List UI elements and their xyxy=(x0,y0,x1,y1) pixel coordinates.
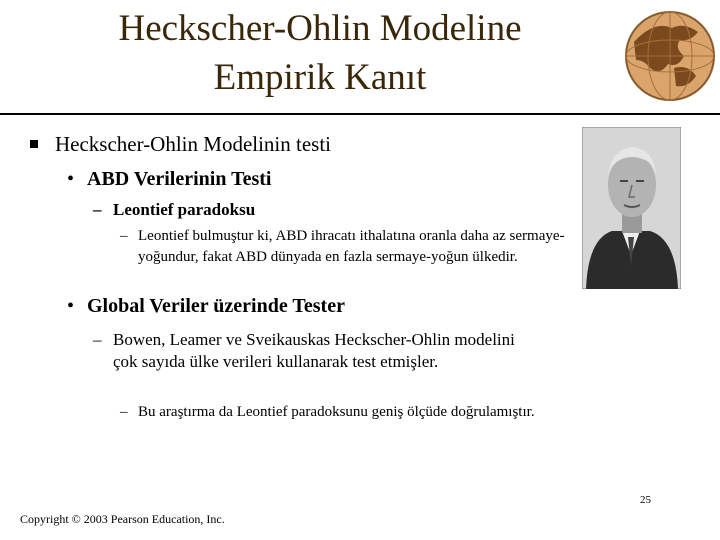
bullet-bowen-text: Bowen, Leamer ve Sveikauskas Heckscher-Ohlin modelini çok sayıda ülke verileri kullanarak test etmişler. xyxy=(113,330,515,371)
bullet-main-text: Heckscher-Ohlin Modelinin testi xyxy=(55,132,332,156)
bullet-main xyxy=(30,132,331,157)
dash-bullet-icon: – xyxy=(120,404,128,420)
title-line-2: Empirik Kanıt xyxy=(213,57,427,98)
bullet-global-text: Global Veriler üzerinde Tester xyxy=(87,295,345,317)
bullet-leontief-detail xyxy=(120,226,583,268)
dash-bullet-icon: – xyxy=(93,330,102,349)
bullet-bowen xyxy=(93,329,543,373)
copyright-notice: Copyright © 2003 Pearson Education, Inc. xyxy=(20,512,225,526)
portrait-photo xyxy=(582,127,681,289)
bullet-leontief xyxy=(93,200,255,220)
bullet-leontief-detail-text: Leontief bulmuştur ki, ABD ihracatı ithalatına oranla daha az sermaye-yoğundur, fakat ABD dünyada en fazla sermaye-yoğun ülkedir. xyxy=(138,228,565,265)
dash-bullet-icon: – xyxy=(93,200,102,219)
slide-title xyxy=(40,4,600,102)
dash-bullet-icon: – xyxy=(120,228,128,244)
dot-bullet-icon: • xyxy=(67,295,75,317)
globe-icon xyxy=(614,2,718,106)
page-number: 25 xyxy=(640,494,651,506)
title-line-1: Heckscher-Ohlin Modeline xyxy=(118,8,522,49)
bullet-leontief-text: Leontief paradoksu xyxy=(113,200,256,219)
bullet-bowen-detail xyxy=(120,402,548,423)
title-divider xyxy=(0,113,720,115)
bullet-abd xyxy=(67,168,271,191)
bullet-bowen-detail-text: Bu araştırma da Leontief paradoksunu geniş ölçüde doğrulamıştır. xyxy=(138,404,535,420)
bullet-abd-text: ABD Verilerinin Testi xyxy=(87,168,272,190)
bullet-global xyxy=(67,295,345,318)
square-bullet-icon xyxy=(30,140,38,148)
dot-bullet-icon: • xyxy=(67,168,75,190)
